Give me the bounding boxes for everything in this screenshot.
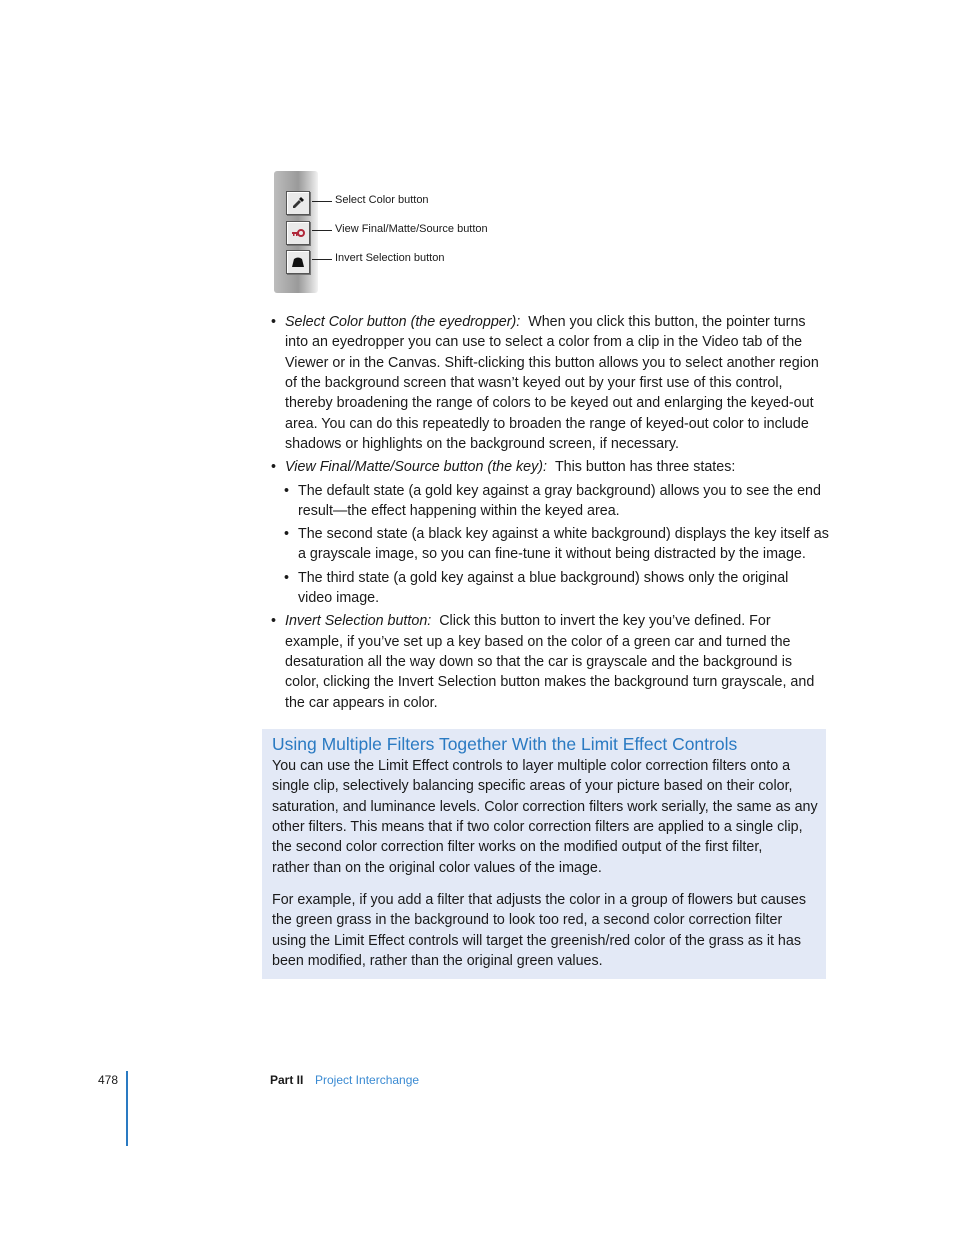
bullet-text: into an eyedropper you can use to select a color from a clip in the Video tab of the xyxy=(285,334,803,351)
bullet-term: Select Color button (the eyedropper): xyxy=(285,314,521,330)
bullet-line xyxy=(285,611,771,631)
bullet-text: The default state (a gold key against a gray background) allows you to see the end xyxy=(298,483,821,499)
section-heading: Using Multiple Filters Together With the Limit Effect Controls xyxy=(272,734,738,754)
bullet-line xyxy=(285,457,735,477)
bullet-text: The third state (a gold key against a blue background) shows only the original xyxy=(298,570,789,586)
invert-selection-icon xyxy=(289,253,307,271)
bullet-text: video image. xyxy=(298,590,380,607)
callout-line xyxy=(312,259,332,260)
bullet-text: area. You can do this repeatedly to broaden the range of keyed-out color to include xyxy=(285,415,809,432)
bullet-text: example, if you’ve set up a key based on the color of a green car and turned the xyxy=(285,633,791,650)
bullet-text: a grayscale image, so you can fine-tune it without being distracted by the image. xyxy=(298,546,806,563)
bullet-text: This button has three states: xyxy=(554,459,736,475)
bullet-text: the car appears in color. xyxy=(285,694,438,711)
paragraph-line: been modified, rather than the original green values. xyxy=(272,952,603,969)
callout-label-view-final: View Final/Matte/Source button xyxy=(335,223,488,235)
callout-line xyxy=(312,201,332,202)
paragraph-line: rather than on the original color values of the image. xyxy=(272,859,602,876)
bullet-dot: • xyxy=(271,314,277,330)
bullet-text: result—the effect happening within the keyed area. xyxy=(298,503,620,520)
bullet-text: The second state (a black key against a white background) displays the key itself as xyxy=(298,526,829,542)
bullet-text: Click this button to invert the key you’ve defined. For xyxy=(439,613,771,629)
bullet-term: View Final/Matte/Source button (the key): xyxy=(285,459,547,475)
view-final-matte-source-button xyxy=(286,221,310,245)
footer-chapter-link[interactable]: Project Interchange xyxy=(315,1073,420,1087)
bullet-text: shadows or highlights on the background screen, if necessary. xyxy=(285,435,679,452)
key-icon xyxy=(289,224,307,242)
section-box xyxy=(262,729,826,979)
bullet-dot: • xyxy=(284,483,290,499)
callout-line xyxy=(312,230,332,231)
paragraph-line: For example, if you add a filter that adjusts the color in a group of flowers but causes xyxy=(272,892,807,908)
paragraph-line: saturation, and luminance levels. Color correction filters work serially, the same as any xyxy=(272,798,818,815)
callout-label-invert-selection: Invert Selection button xyxy=(335,252,445,264)
bullet-text: When you click this button, the pointer turns xyxy=(528,314,806,330)
bullet-text: desaturation all the way down so that the car is grayscale and the background is xyxy=(285,654,793,671)
bullet-dot: • xyxy=(284,526,290,542)
paragraph-line: the green grass in the background to look too red, a second color correction filter xyxy=(272,912,783,929)
button-figure xyxy=(274,171,504,293)
bullet-text: color, clicking the Invert Selection button makes the background turn grayscale, and xyxy=(285,674,815,691)
select-color-button xyxy=(286,191,310,215)
paragraph-line: using the Limit Effect controls will target the greenish/red color of the grass as it has xyxy=(272,932,801,949)
page-number: 478 xyxy=(98,1073,119,1087)
eyedropper-icon xyxy=(289,194,307,212)
bullet-text: thereby broadening the range of colors to be keyed out and enlarging the keyed-out xyxy=(285,395,814,412)
bullet-text: of the background screen that wasn’t keyed out by your first use of this control, xyxy=(285,374,783,391)
bullet-dot: • xyxy=(271,613,277,629)
bullet-line xyxy=(285,312,806,332)
invert-selection-button xyxy=(286,250,310,274)
paragraph-line: other filters. This means that if two color correction filters are applied to a single clip, xyxy=(272,818,803,835)
paragraph-line: single clip, selectively balancing specific areas of your picture based on their color, xyxy=(272,778,793,795)
callout-label-select-color: Select Color button xyxy=(335,194,429,206)
bullet-text: Viewer or in the Canvas. Shift-clicking this button allows you to select another region xyxy=(285,354,819,371)
paragraph-line: You can use the Limit Effect controls to layer multiple color correction filters onto a xyxy=(272,758,791,774)
bullet-term: Invert Selection button: xyxy=(285,613,432,629)
bullet-dot: • xyxy=(271,459,277,475)
bullet-dot: • xyxy=(284,570,290,586)
paragraph-line: the second color correction filter works on the modified output of the first filter, xyxy=(272,839,763,856)
footer-part: Part II xyxy=(270,1073,304,1087)
footer-rule xyxy=(126,1071,128,1146)
